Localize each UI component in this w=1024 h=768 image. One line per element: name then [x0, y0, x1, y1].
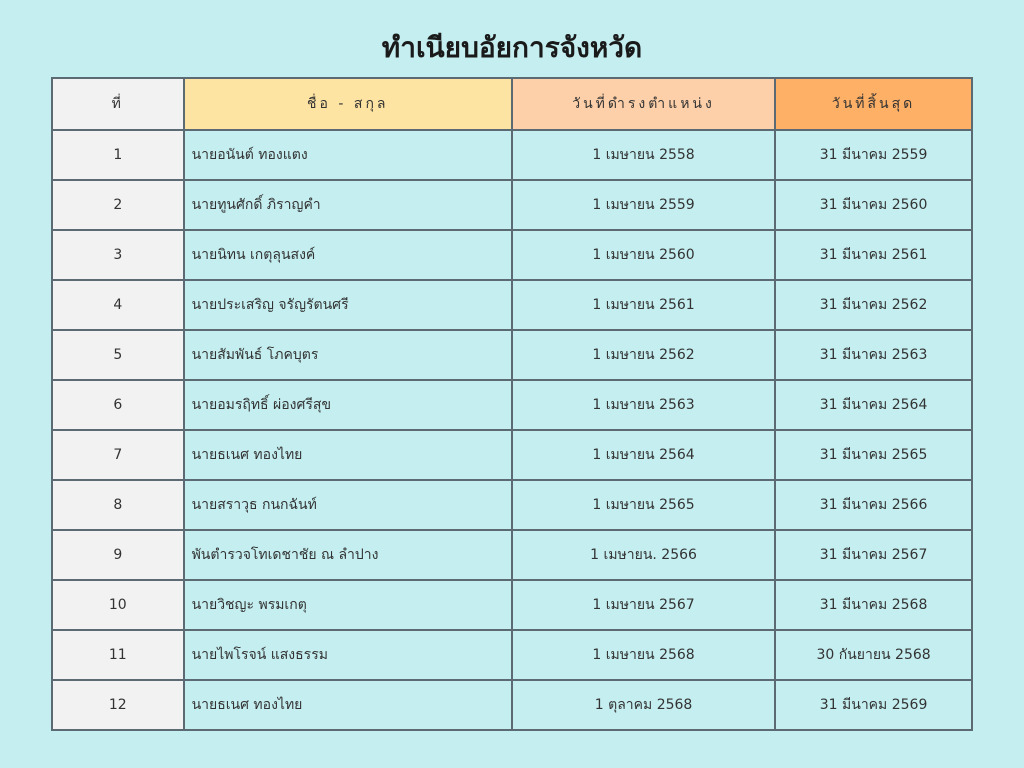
row-start-date: 1 เมษายน 2565 — [512, 480, 775, 530]
row-end-date: 31 มีนาคม 2563 — [775, 330, 972, 380]
row-full-name: นายนิทน เกตุลุนสงค์ — [184, 230, 512, 280]
header-start-date: วันที่ดำรงตำแหน่ง — [512, 78, 775, 130]
row-full-name: นายสัมพันธ์ โภคบุตร — [184, 330, 512, 380]
row-end-date: 31 มีนาคม 2567 — [775, 530, 972, 580]
row-start-date: 1 เมษายน 2561 — [512, 280, 775, 330]
row-end-date: 31 มีนาคม 2565 — [775, 430, 972, 480]
row-full-name: นายอมรฤิทธิ์ ผ่องศรีสุข — [184, 380, 512, 430]
row-end-date: 30 กันยายน 2568 — [775, 630, 972, 680]
row-full-name: นายประเสริญ จรัญรัตนศรี — [184, 280, 512, 330]
row-full-name: นายอนันต์ ทองแตง — [184, 130, 512, 180]
table-row — [52, 530, 972, 580]
header-number: ที่ — [52, 78, 184, 130]
table-row — [52, 680, 972, 730]
row-start-date: 1 เมษายน 2559 — [512, 180, 775, 230]
table-row — [52, 230, 972, 280]
table-header-row — [52, 78, 972, 130]
table-row — [52, 330, 972, 380]
row-number: 3 — [52, 230, 184, 280]
header-full-name: ชื่อ - สกุล — [184, 78, 512, 130]
row-full-name: นายธเนศ ทองไทย — [184, 430, 512, 480]
row-full-name: นายไพโรจน์ แสงธรรม — [184, 630, 512, 680]
row-start-date: 1 เมษายน. 2566 — [512, 530, 775, 580]
table-body — [52, 130, 972, 730]
header-end-date: วันที่สิ้นสุด — [775, 78, 972, 130]
table-row — [52, 180, 972, 230]
row-number: 2 — [52, 180, 184, 230]
row-number: 5 — [52, 330, 184, 380]
prosecutor-roster-table — [51, 77, 973, 731]
page-title: ทำเนียบอัยการจังหวัด — [381, 31, 643, 64]
table-row — [52, 280, 972, 330]
row-full-name: นายสราวุธ กนกฉันท์ — [184, 480, 512, 530]
row-number: 12 — [52, 680, 184, 730]
row-end-date: 31 มีนาคม 2566 — [775, 480, 972, 530]
row-number: 4 — [52, 280, 184, 330]
row-start-date: 1 เมษายน 2563 — [512, 380, 775, 430]
row-end-date: 31 มีนาคม 2560 — [775, 180, 972, 230]
row-full-name: นายธเนศ ทองไทย — [184, 680, 512, 730]
row-number: 7 — [52, 430, 184, 480]
row-end-date: 31 มีนาคม 2562 — [775, 280, 972, 330]
row-start-date: 1 เมษายน 2567 — [512, 580, 775, 630]
table-row — [52, 130, 972, 180]
row-start-date: 1 เมษายน 2568 — [512, 630, 775, 680]
table-row — [52, 380, 972, 430]
table-row — [52, 430, 972, 480]
row-end-date: 31 มีนาคม 2568 — [775, 580, 972, 630]
row-number: 10 — [52, 580, 184, 630]
row-start-date: 1 ตุลาคม 2568 — [512, 680, 775, 730]
row-end-date: 31 มีนาคม 2569 — [775, 680, 972, 730]
row-start-date: 1 เมษายน 2560 — [512, 230, 775, 280]
row-end-date: 31 มีนาคม 2564 — [775, 380, 972, 430]
row-full-name: นายทูนศักดิ์ ภิราญคำ — [184, 180, 512, 230]
table-row — [52, 480, 972, 530]
row-full-name: พันตำรวจโทเดชาชัย ณ ลำปาง — [184, 530, 512, 580]
row-end-date: 31 มีนาคม 2561 — [775, 230, 972, 280]
row-start-date: 1 เมษายน 2564 — [512, 430, 775, 480]
table-row — [52, 580, 972, 630]
row-full-name: นายวิชญะ พรมเกตุ — [184, 580, 512, 630]
row-number: 1 — [52, 130, 184, 180]
row-end-date: 31 มีนาคม 2559 — [775, 130, 972, 180]
row-number: 9 — [52, 530, 184, 580]
row-number: 11 — [52, 630, 184, 680]
row-start-date: 1 เมษายน 2558 — [512, 130, 775, 180]
row-number: 6 — [52, 380, 184, 430]
row-start-date: 1 เมษายน 2562 — [512, 330, 775, 380]
row-number: 8 — [52, 480, 184, 530]
table-row — [52, 630, 972, 680]
